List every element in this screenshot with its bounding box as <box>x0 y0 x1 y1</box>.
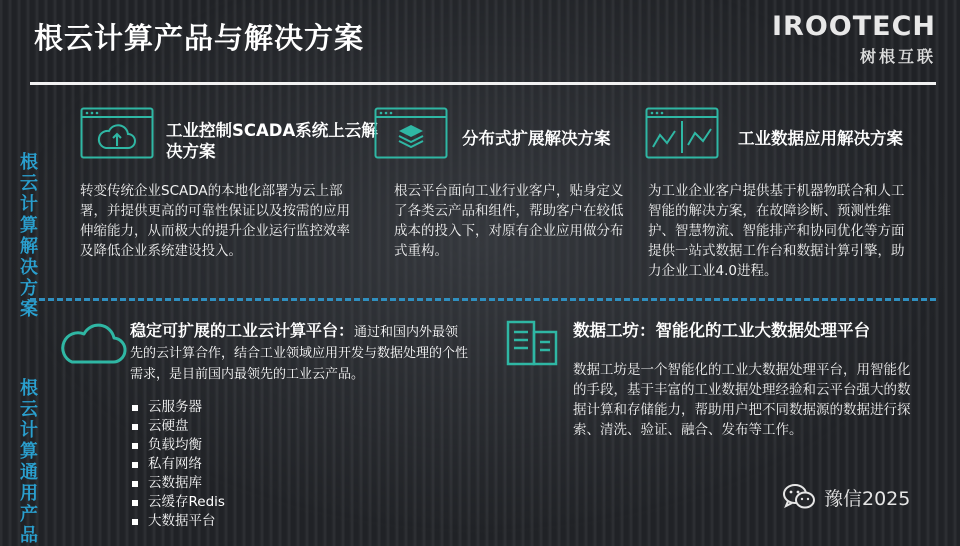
side-label-solutions: 根云计算解决方案 <box>20 152 38 320</box>
cloud-outline-icon <box>58 318 128 368</box>
solution-desc-distributed: 根云平台面向工业行业客户，贴身定义了各类云产品和组件，帮助客户在较低成本的投入下，对原有企业应用做分布式重构。 <box>394 183 624 259</box>
cloud-upload-icon <box>80 107 154 159</box>
product-desc-cloud: 通过和国内外最领先的云计算合作，结合工业领域应用开发与数据处理的个性需求，是目前国内最领先的工业云产品。 <box>130 325 469 382</box>
solution-title-data: 工业数据应用解决方案 <box>738 129 903 148</box>
chart-dashboard-icon <box>645 107 719 159</box>
list-item: 云硬盘 <box>130 417 330 436</box>
product-block-cloud <box>130 320 470 385</box>
side-label-products: 根云计算通用产品 <box>20 378 38 546</box>
list-item: 负载均衡 <box>130 436 330 455</box>
header-divider <box>30 82 936 85</box>
list-item: 云缓存Redis <box>130 493 330 512</box>
buildings-icon <box>502 318 562 368</box>
solution-title-scada: 工业控制SCADA系统上云解决方案 <box>166 121 378 161</box>
logo-text-en: IROOTECH <box>771 11 936 42</box>
product-desc-dataworks: 数据工坊是一个智能化的工业大数据处理平台，用智能化的手段，基于丰富的工业数据处理经验和云平台强大的数据计算和存储能力，帮助用户把不同数据源的数据进行探索、清洗、验证、融合、发布等工作。 <box>573 362 911 438</box>
product-title-cloud: 稳定可扩展的工业云计算平台： <box>130 321 355 340</box>
list-item: 云服务器 <box>130 398 330 417</box>
wechat-icon <box>782 483 816 511</box>
brand-logo <box>770 12 936 67</box>
logo-text-cn: 树根互联 <box>859 47 936 66</box>
watermark-text: 豫信2025 <box>824 487 911 510</box>
solution-desc-data: 为工业企业客户提供基于机器物联合和人工智能的解决方案，在故障诊断、预测性维护、智慧物流、智能排产和协同优化等方面提供一站式数据工作台和数据计算引擎，助力企业工业4.0进程。 <box>648 183 905 279</box>
solution-title-distributed: 分布式扩展解决方案 <box>462 129 611 148</box>
page-title: 根云计算产品与解决方案 <box>34 21 365 55</box>
list-item: 大数据平台 <box>130 512 330 531</box>
product-title-dataworks: 数据工坊：智能化的工业大数据处理平台 <box>573 321 870 340</box>
section-divider <box>30 298 936 301</box>
list-item: 云数据库 <box>130 474 330 493</box>
product-list-cloud <box>130 398 330 531</box>
layers-icon <box>374 107 448 159</box>
watermark <box>782 481 932 513</box>
list-item: 私有网络 <box>130 455 330 474</box>
solution-desc-scada: 转变传统企业SCADA的本地化部署为云上部署，并提供更高的可靠性保证以及按需的应用伸缩能力，从而极大的提升企业运行监控效率及降低企业系统建设投入。 <box>80 183 350 259</box>
